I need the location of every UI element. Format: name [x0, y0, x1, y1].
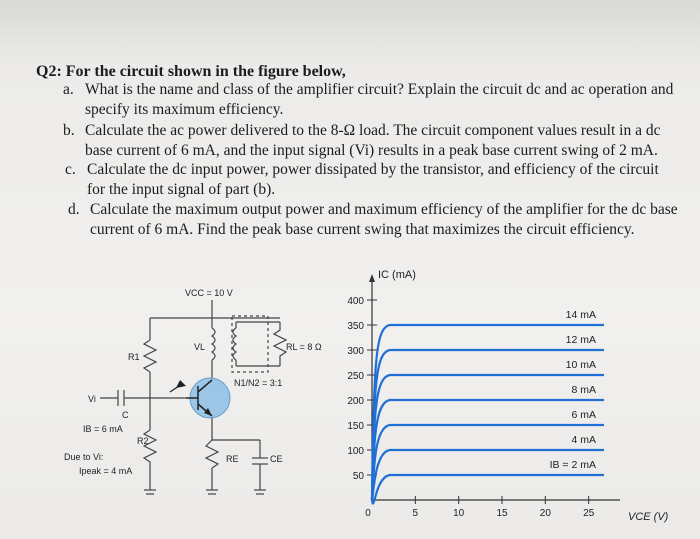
- due-to-label: Due to Vi:: [64, 452, 104, 462]
- ib-curve-label: 12 mA: [565, 334, 596, 346]
- y-axis-label: IC (mA): [378, 269, 416, 281]
- ib-curve: [372, 375, 604, 500]
- part-text-line: base current of 6 mA, and the input signal (Vi) results in a peak base current swing of 2 mA.: [85, 142, 658, 159]
- y-tick-label: 400: [347, 296, 364, 307]
- ib-curve: [372, 325, 604, 500]
- rl-label: RL = 8 Ω: [286, 342, 322, 352]
- re-label: RE: [226, 454, 239, 464]
- question-number: Q2:: [36, 63, 62, 80]
- part-text-line: Calculate the ac power delivered to the 8-Ω load. The circuit component values result in a dc: [85, 122, 661, 139]
- ib-curve: [372, 475, 604, 503]
- ipeak-label: Ipeak = 4 mA: [79, 466, 133, 476]
- question-prompt: For the circuit shown in the figure below,: [65, 63, 346, 80]
- c-label: C: [122, 410, 129, 420]
- part-marker: a.: [63, 81, 74, 98]
- part-text-line: What is the name and class of the amplifier circuit? Explain the circuit dc and ac operation and: [85, 81, 674, 98]
- x-tick-label: 0: [365, 508, 371, 519]
- y-tick-label: 100: [347, 446, 364, 457]
- ib-curve-label: 10 mA: [565, 359, 596, 371]
- part-text-line: current of 6 mA. Find the peak base current swing that maximizes the circuit efficiency.: [90, 221, 635, 238]
- ib-label: IB = 6 mA: [83, 424, 123, 434]
- y-tick-label: 300: [347, 346, 364, 357]
- ib-curve-label: IB = 2 mA: [549, 459, 596, 471]
- ib-curve-label: 6 mA: [571, 409, 596, 421]
- y-tick-label: 350: [347, 321, 364, 332]
- turns-label: N1/N2 = 3:1: [234, 378, 283, 388]
- part-marker: b.: [63, 122, 75, 139]
- x-tick-label: 10: [453, 508, 465, 519]
- x-tick-label: 25: [583, 508, 595, 519]
- x-tick-label: 5: [412, 508, 419, 519]
- r1-label: R1: [128, 352, 140, 362]
- x-axis-label: VCE (V): [628, 511, 669, 523]
- y-tick-label: 250: [347, 371, 364, 382]
- vl-label: VL: [194, 342, 206, 352]
- y-tick-label: 50: [352, 471, 364, 482]
- y-tick-label: 200: [347, 396, 364, 407]
- y-axis-arrow: [369, 274, 375, 282]
- vcc-label: VCC = 10 V: [185, 288, 233, 298]
- x-tick-label: 20: [539, 508, 551, 519]
- part-text-line: for the input signal of part (b).: [87, 181, 276, 198]
- ib-curve-label: 14 mA: [565, 309, 596, 321]
- part-marker: d.: [68, 201, 80, 218]
- r2-label: R2: [137, 436, 149, 446]
- x-tick-label: 15: [496, 508, 508, 519]
- part-text-line: specify its maximum efficiency.: [85, 101, 284, 118]
- part-marker: c.: [65, 161, 76, 178]
- vi-label: Vi: [88, 394, 96, 404]
- part-text-line: Calculate the dc input power, power dissipated by the transistor, and efficiency of the circuit: [87, 161, 659, 178]
- ib-curve-label: 8 mA: [571, 384, 596, 396]
- y-tick-label: 150: [347, 421, 364, 432]
- ce-label: CE: [270, 454, 283, 464]
- part-text-line: Calculate the maximum output power and maximum efficiency of the amplifier for the dc base: [90, 201, 678, 218]
- ib-curve-label: 4 mA: [571, 434, 596, 446]
